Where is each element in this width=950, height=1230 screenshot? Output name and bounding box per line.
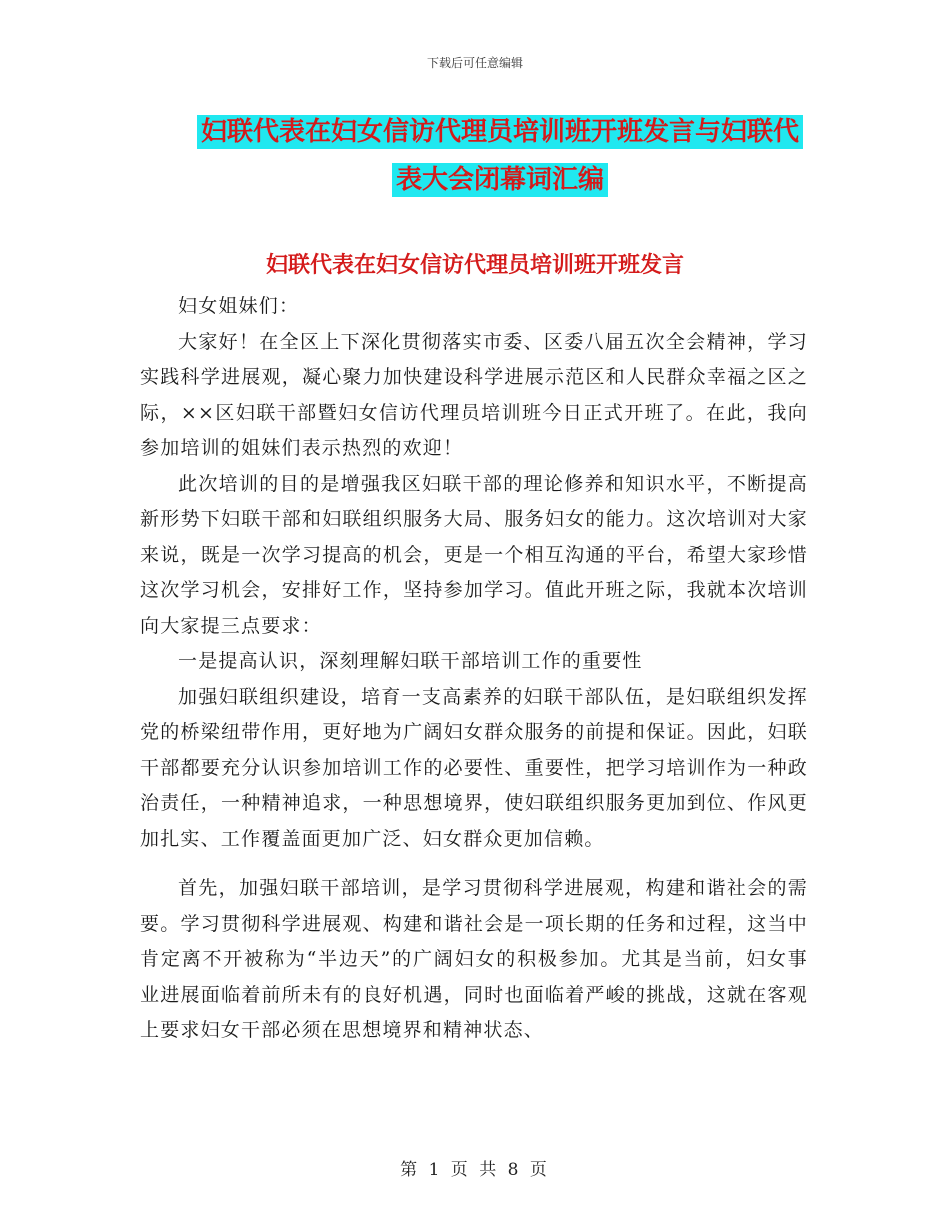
- section-title: 妇联代表在妇女信访代理员培训班开班发言: [265, 252, 684, 278]
- page-number: 第 1 页 共 8 页: [400, 1160, 550, 1180]
- page-header-note: 下载后可任意编辑: [426, 56, 523, 70]
- paragraph-subheading: 一是提高认识，深刻理解妇联干部培训工作的重要性: [178, 650, 643, 672]
- document-body: [140, 289, 808, 1049]
- document-title-line1: 妇联代表在妇女信访代理员培训班开班发言与妇联代: [197, 115, 803, 149]
- paragraph: 此次培训的目的是增强我区妇联干部的理论修养和知识水平，不断提高新形势下妇联干部和妇联组织服务大局、服务妇女的能力。这次培训对大家来说，既是一次学习提高的机会，更是一个相互沟通的平台，希望大家珍惜这次学习机会，安排好工作，坚持参加学习。值此开班之际，我就本次培训向大家提三点要求：: [140, 472, 808, 637]
- paragraph: 大家好！在全区上下深化贯彻落实市委、区委八届五次全会精神，学习实践科学进展观，凝心聚力加快建设科学进展示范区和人民群众幸福之区之际，××区妇联干部暨妇女信访代理员培训班今日正式开班了。在此，我向参加培训的姐妹们表示热烈的欢迎！: [140, 330, 808, 459]
- paragraph-salutation: 妇女姐妹们：: [178, 295, 300, 317]
- document-title: [150, 108, 850, 204]
- paragraph: 首先，加强妇联干部培训，是学习贯彻科学进展观，构建和谐社会的需要。学习贯彻科学进展观、构建和谐社会是一项长期的任务和过程，这当中肯定离不开被称为“半边天”的广阔妇女的积极参加。尤其是当前，妇女事业进展面临着前所未有的良好机遇，同时也面临着严峻的挑战，这就在客观上要求妇女干部必须在思想境界和精神状态、: [140, 877, 808, 1041]
- paragraph: 加强妇联组织建设，培育一支高素养的妇联干部队伍，是妇联组织发挥党的桥梁纽带作用，更好地为广阔妇女群众服务的前提和保证。因此，妇联干部都要充分认识参加培训工作的必要性、重要性，把学习培训作为一种政治责任，一种精神追求，一种思想境界，使妇联组织服务更加到位、作风更加扎实、工作覆盖面更加广泛、妇女群众更加信赖。: [140, 685, 808, 850]
- document-title-line2: 表大会闭幕词汇编: [392, 163, 608, 197]
